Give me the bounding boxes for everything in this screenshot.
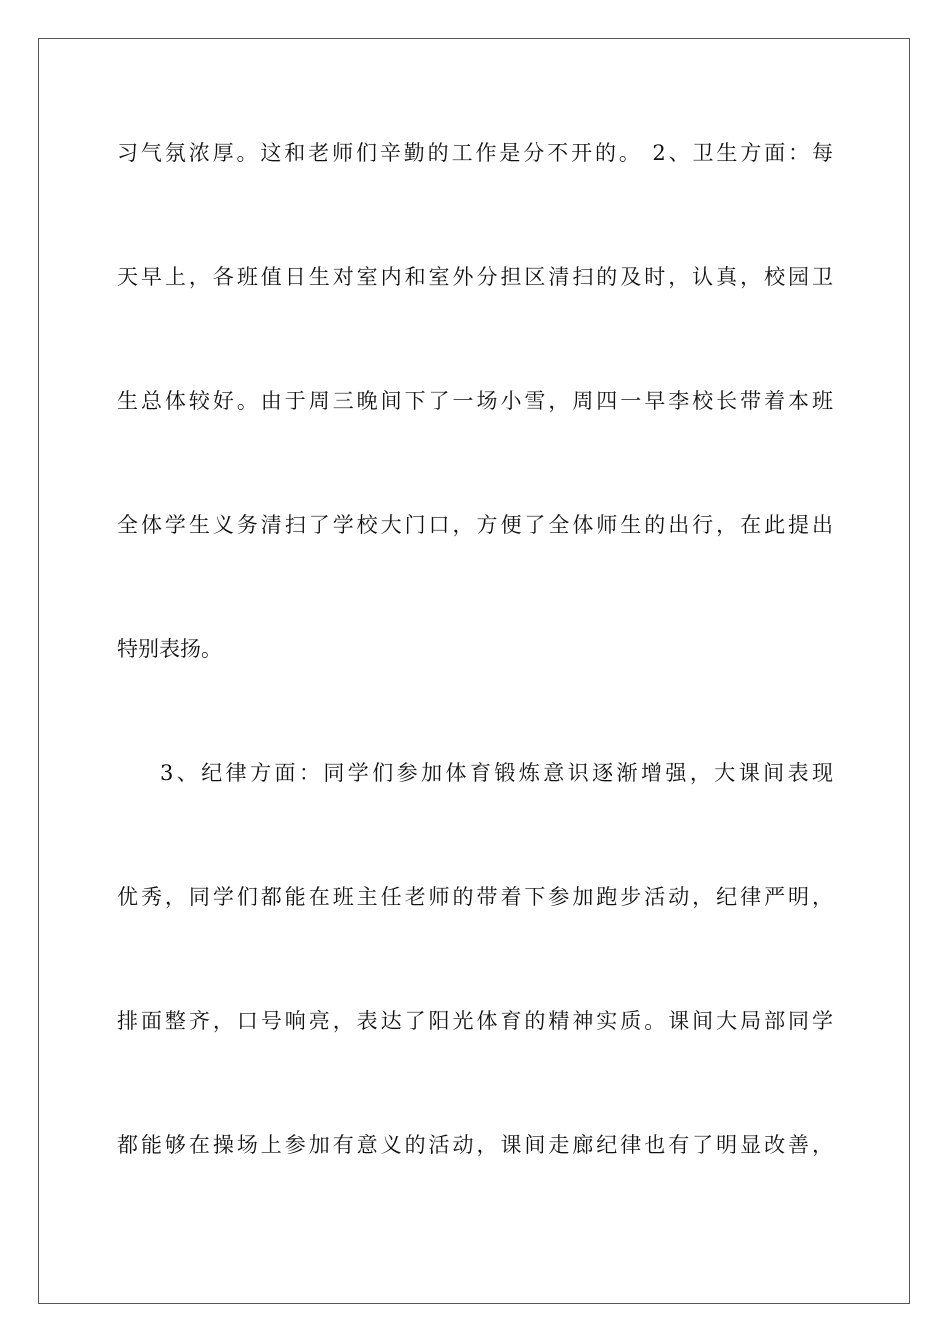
text-line-8: 排面整齐，口号响亮，表达了阳光体育的精神实质。课间大局部同学 xyxy=(117,1009,833,1033)
text-line-7: 优秀，同学们都能在班主任老师的带着下参加跑步活动，纪律严明， xyxy=(117,885,833,909)
text-line-9: 都能够在操场上参加有意义的活动，课间走廊纪律也有了明显改善， xyxy=(117,1133,833,1157)
text-line-5: 特别表扬。 xyxy=(117,637,222,661)
text-line-4: 全体学生义务清扫了学校大门口，方便了全体师生的出行，在此提出 xyxy=(117,513,833,537)
text-line-2: 天早上，各班值日生对室内和室外分担区清扫的及时，认真，校园卫 xyxy=(117,265,833,289)
text-line-6: 3、纪律方面：同学们参加体育锻炼意识逐渐增强，大课间表现 xyxy=(160,761,833,785)
page-frame xyxy=(38,38,910,1304)
text-line-1: 习气氛浓厚。这和老师们辛勤的工作是分不开的。 2、卫生方面：每 xyxy=(117,141,833,165)
text-line-3: 生总体较好。由于周三晚间下了一场小雪，周四一早李校长带着本班 xyxy=(117,389,833,413)
